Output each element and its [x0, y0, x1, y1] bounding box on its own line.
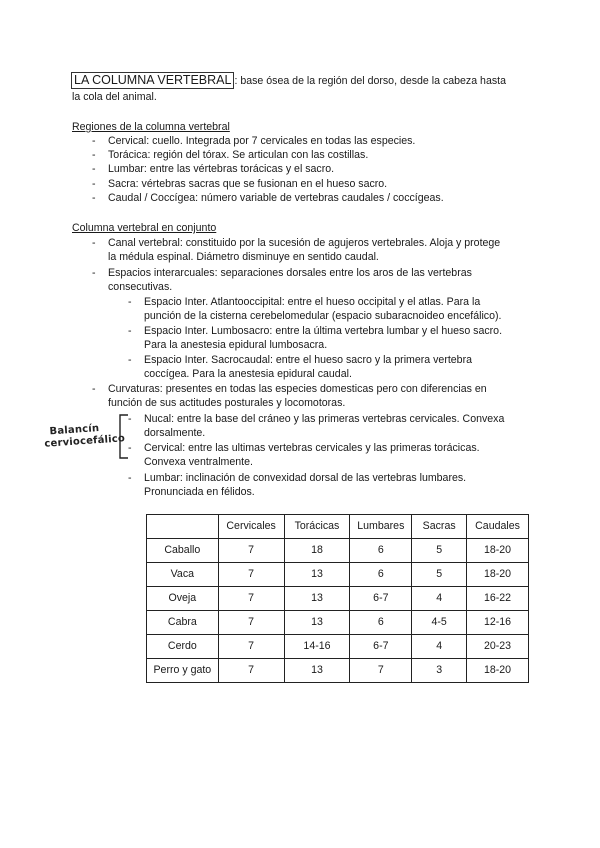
table-cell: 7: [218, 659, 284, 683]
table-row: [147, 563, 529, 587]
table-cell: 5: [412, 539, 467, 563]
list-item: Torácica: región del tórax. Se articulan con las costillas.: [108, 149, 369, 161]
table-row: [147, 611, 529, 635]
curva-lumbar-line-2: Pronunciada en félidos.: [144, 486, 255, 498]
table-cell: 7: [218, 611, 284, 635]
table-cell: 13: [284, 611, 350, 635]
table-cell: 7: [218, 563, 284, 587]
table-header-cell: Sacras: [412, 515, 467, 539]
table-cell: 13: [284, 563, 350, 587]
table-header-cell: Lumbares: [350, 515, 412, 539]
espacio-sacrocaudal-line-1: Espacio Inter. Sacrocaudal: entre el hueso sacro y la primera vertebra: [144, 354, 472, 366]
canal-line-1: Canal vertebral: constituido por la sucesión de agujeros vertebrales. Aloja y protege: [108, 237, 501, 249]
title-line: [71, 72, 506, 89]
table-cell: 7: [350, 659, 412, 683]
table-header-cell: Caudales: [467, 515, 529, 539]
espacios-line-1: Espacios interarcuales: separaciones dorsales entre los aros de las vertebras: [108, 267, 472, 279]
table-cell: 14-16: [284, 635, 350, 659]
curva-cervical-line-1: Cervical: entre las ultimas vertebras cervicales y las primeras torácicas.: [144, 442, 480, 454]
table-header-cell: Cervicales: [218, 515, 284, 539]
table-cell: Perro y gato: [147, 659, 219, 683]
conjunto-heading: Columna vertebral en conjunto: [72, 222, 217, 234]
table-header-cell: [147, 515, 219, 539]
intro-line-1: : base ósea de la región del dorso, desde la cabeza hasta: [234, 75, 506, 87]
table-header-cell: Torácicas: [284, 515, 350, 539]
list-dash: -: [92, 163, 96, 175]
list-dash: -: [92, 267, 96, 279]
handnote-line-1: Balancín: [49, 422, 100, 438]
list-dash: -: [128, 442, 132, 454]
table-cell: 4-5: [412, 611, 467, 635]
table-cell: 4: [412, 635, 467, 659]
curva-cervical-line-2: Convexa ventralmente.: [144, 456, 253, 468]
table-cell: 3: [412, 659, 467, 683]
list-item: Caudal / Coccígea: número variable de vertebras caudales / coccígeas.: [108, 192, 444, 204]
page-title: LA COLUMNA VERTEBRAL: [71, 72, 234, 89]
table-cell: Oveja: [147, 587, 219, 611]
table-cell: Cabra: [147, 611, 219, 635]
list-dash: -: [128, 296, 132, 308]
list-dash: -: [92, 192, 96, 204]
canal-line-2: la médula espinal. Diámetro disminuye en sentido caudal.: [108, 251, 379, 263]
intro-line-2: la cola del animal.: [72, 91, 157, 103]
table-cell: 18-20: [467, 659, 529, 683]
espacios-line-2: consecutivas.: [108, 281, 173, 293]
espacio-atlanto-line-2: punción de la cisterna cerebelomedular (espacio subaracnoideo encefálico).: [144, 310, 502, 322]
table-row: [147, 587, 529, 611]
table-cell: 18: [284, 539, 350, 563]
table-row: [147, 539, 529, 563]
curva-nucal-line-2: dorsalmente.: [144, 427, 206, 439]
table-cell: 7: [218, 587, 284, 611]
list-item: Sacra: vértebras sacras que se fusionan en el hueso sacro.: [108, 178, 388, 190]
table-header-row: [147, 515, 529, 539]
espacio-atlanto-line-1: Espacio Inter. Atlantooccipital: entre el hueso occipital y el atlas. Para la: [144, 296, 481, 308]
table-cell: Vaca: [147, 563, 219, 587]
handwritten-note: [43, 421, 125, 451]
table-cell: Cerdo: [147, 635, 219, 659]
table-row: [147, 659, 529, 683]
curva-nucal-line-1: Nucal: entre la base del cráneo y las primeras vertebras cervicales. Convexa: [144, 413, 505, 425]
table-cell: 6: [350, 563, 412, 587]
table-cell: 7: [218, 539, 284, 563]
list-item: Lumbar: entre las vértebras torácicas y el sacro.: [108, 163, 335, 175]
table-cell: 6: [350, 539, 412, 563]
table-cell: 6: [350, 611, 412, 635]
list-dash: -: [128, 354, 132, 366]
list-dash: -: [128, 472, 132, 484]
espacio-lumbosacro-line-1: Espacio Inter. Lumbosacro: entre la última vertebra lumbar y el hueso sacro.: [144, 325, 503, 337]
table-cell: 20-23: [467, 635, 529, 659]
list-dash: -: [92, 178, 96, 190]
vertebrae-table: [146, 514, 529, 683]
table-cell: 18-20: [467, 563, 529, 587]
list-dash: -: [92, 237, 96, 249]
table-cell: Caballo: [147, 539, 219, 563]
regiones-heading: Regiones de la columna vertebral: [72, 121, 230, 133]
curvaturas-line-1: Curvaturas: presentes en todas las especies domesticas pero con diferencias en: [108, 383, 487, 395]
list-dash: -: [128, 325, 132, 337]
espacio-lumbosacro-line-2: Para la anestesia epidural lumbosacra.: [144, 339, 328, 351]
table-cell: 5: [412, 563, 467, 587]
table-cell: 13: [284, 587, 350, 611]
table-cell: 4: [412, 587, 467, 611]
table-cell: 13: [284, 659, 350, 683]
table-row: [147, 635, 529, 659]
list-dash: -: [92, 135, 96, 147]
espacio-sacrocaudal-line-2: coccígea. Para la anestesia epidural caudal.: [144, 368, 352, 380]
table-cell: 6-7: [350, 587, 412, 611]
list-dash: -: [92, 149, 96, 161]
table-cell: 12-16: [467, 611, 529, 635]
curva-lumbar-line-1: Lumbar: inclinación de convexidad dorsal de las vertebras lumbares.: [144, 472, 467, 484]
handnote-line-2: cerviocefálico: [44, 433, 126, 450]
list-dash: -: [92, 383, 96, 395]
list-dash: -: [128, 413, 132, 425]
table-cell: 16-22: [467, 587, 529, 611]
list-item: Cervical: cuello. Integrada por 7 cervicales en todas las especies.: [108, 135, 416, 147]
table-cell: 7: [218, 635, 284, 659]
table-cell: 18-20: [467, 539, 529, 563]
curvaturas-line-2: función de sus actitudes posturales y locomotoras.: [108, 397, 346, 409]
table-cell: 6-7: [350, 635, 412, 659]
